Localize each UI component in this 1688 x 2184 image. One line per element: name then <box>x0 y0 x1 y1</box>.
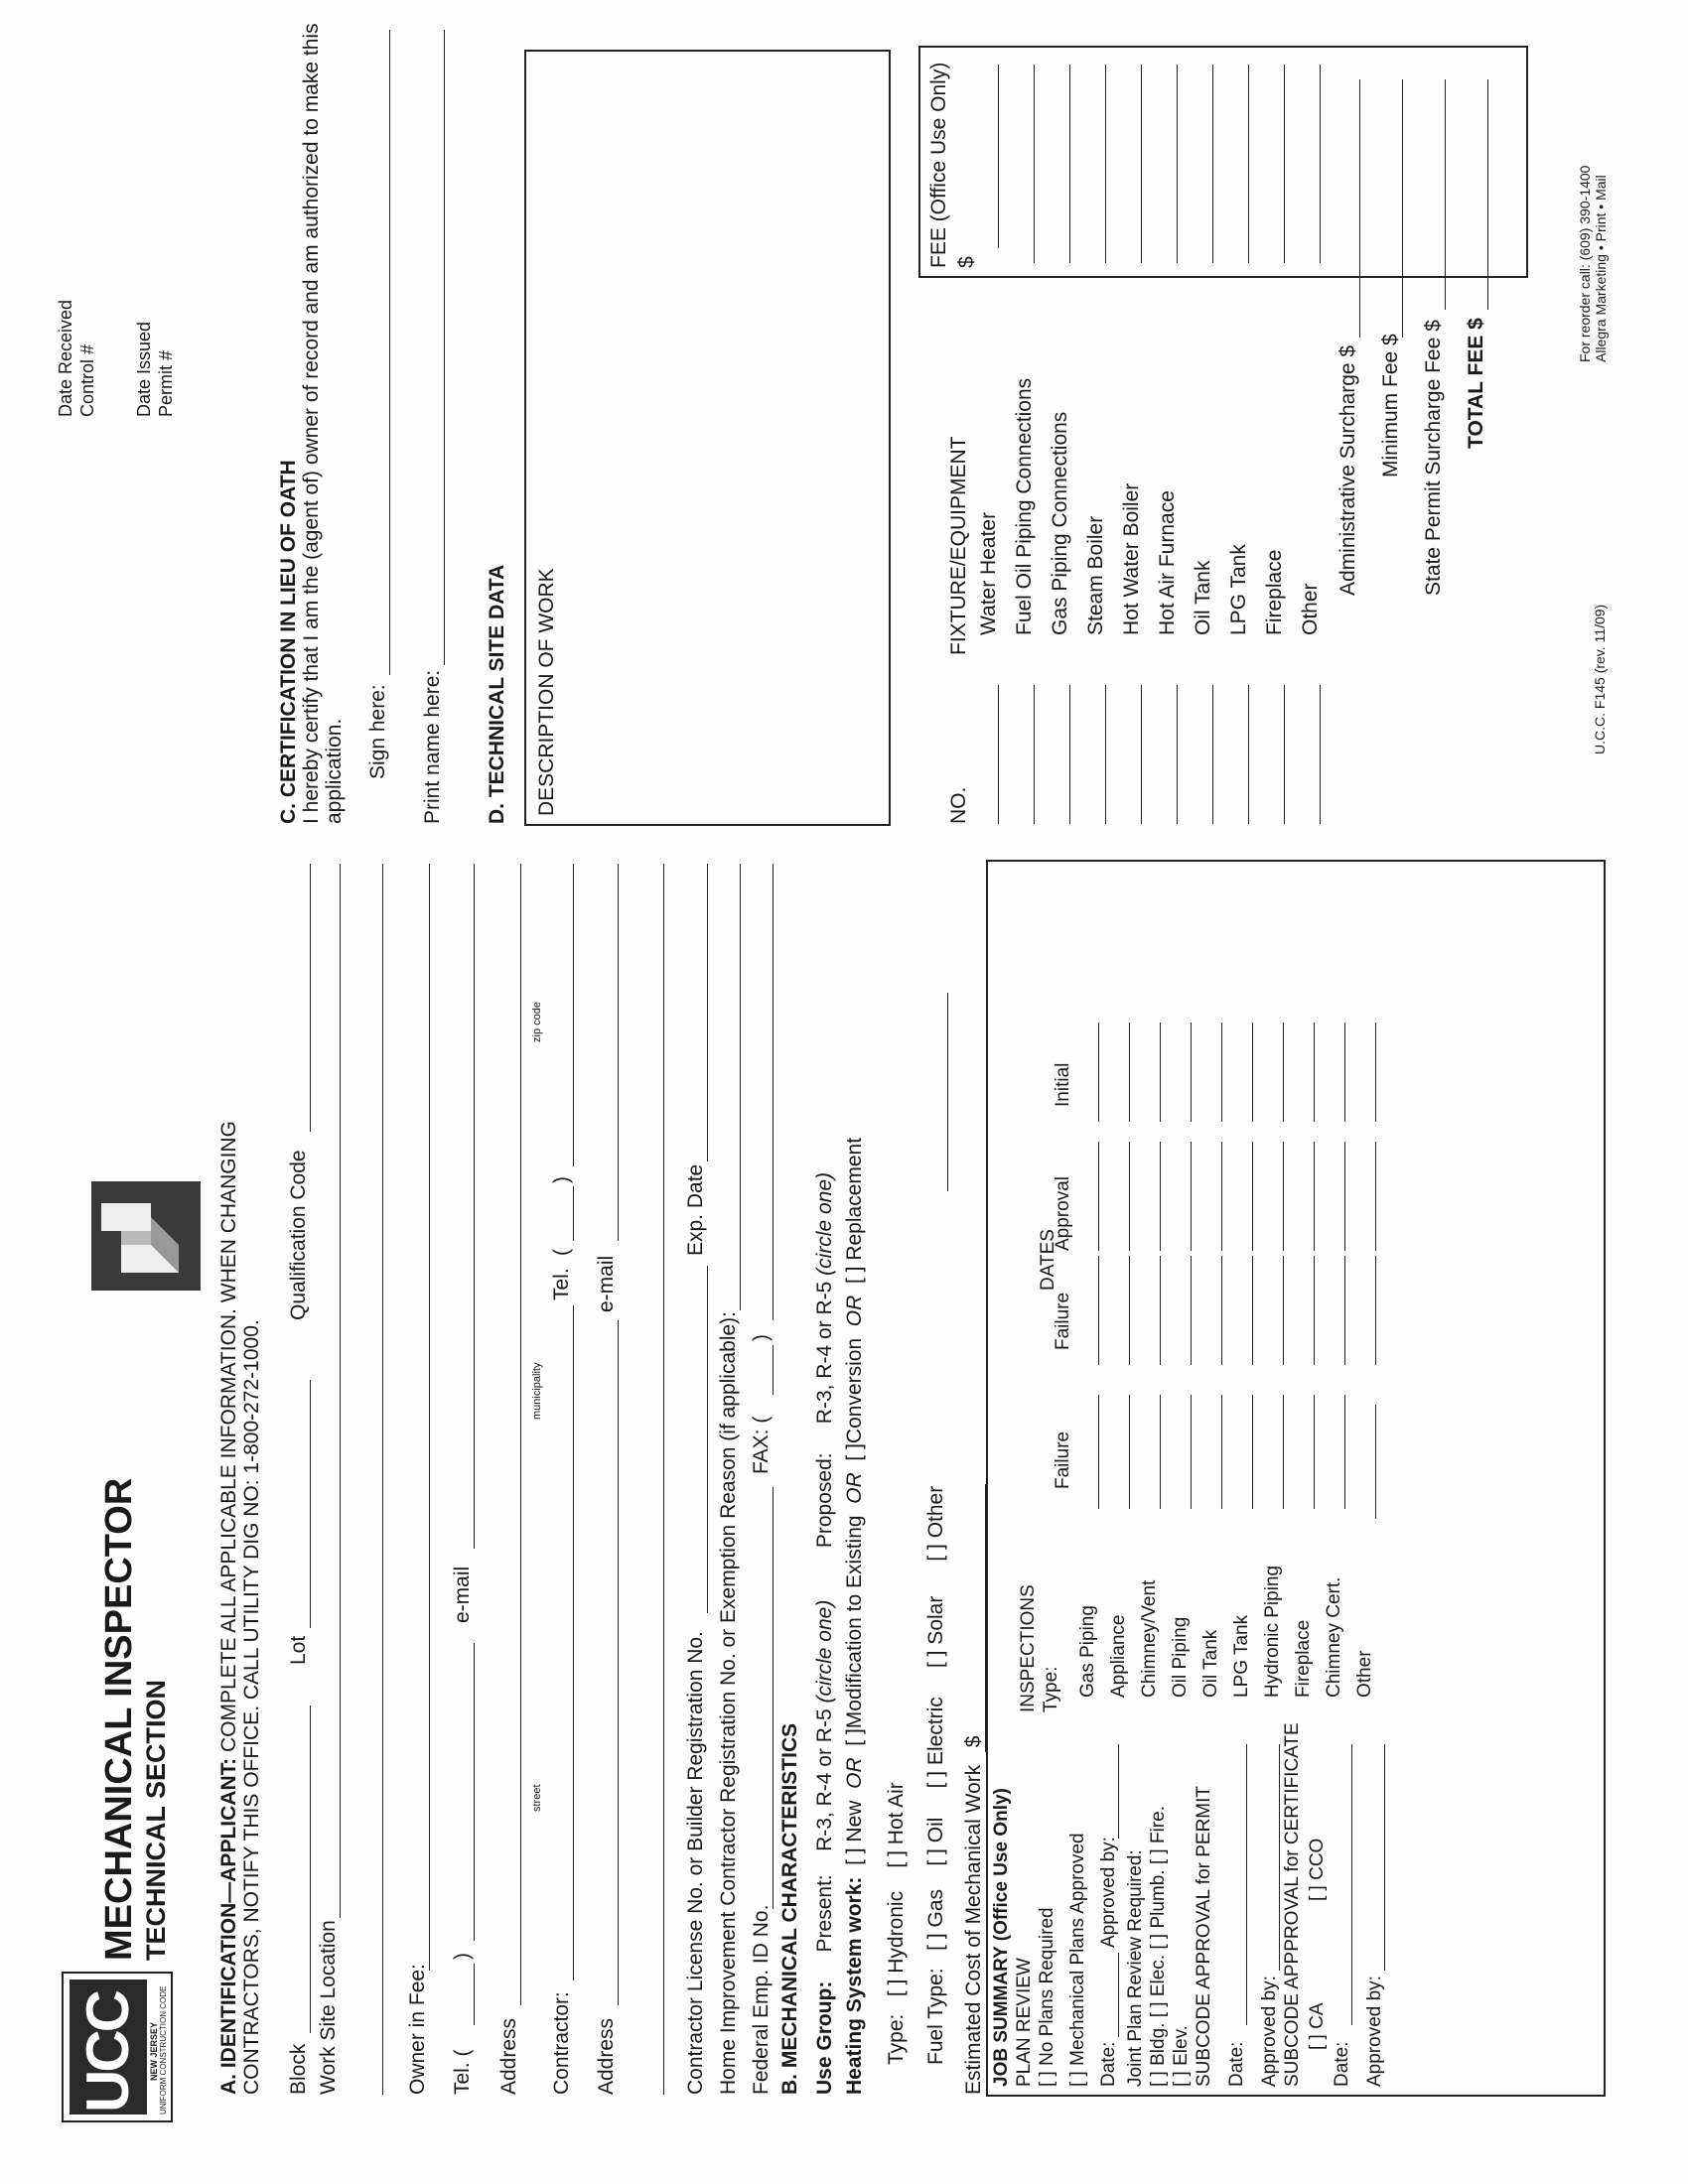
fax-label: FAX: ( <box>750 1416 773 1474</box>
inspection-date-field[interactable] <box>1129 1023 1130 1122</box>
zip-caption: zip code <box>531 1002 543 1042</box>
inspection-date-field[interactable] <box>1252 1256 1253 1365</box>
block-field[interactable] <box>310 1706 311 2033</box>
inspection-date-field[interactable] <box>1314 1023 1315 1122</box>
permit-date-field[interactable] <box>1246 1744 1247 2025</box>
owner-tel-close: ) <box>451 1953 474 1960</box>
inspection-date-field[interactable] <box>1160 1395 1161 1509</box>
fixture-count-field[interactable] <box>1177 685 1178 824</box>
fixture-label: Steam Boiler <box>1084 515 1107 635</box>
fixture-column-label: FIXTURE/EQUIPMENT <box>947 436 970 655</box>
permit-approved-field[interactable] <box>1279 1744 1280 1971</box>
plan-approved-label: Approved by: <box>1098 1837 1119 1948</box>
dates-label: DATES <box>1038 1229 1058 1291</box>
inspection-row-label: Gas Piping <box>1077 1605 1098 1698</box>
inspection-date-field[interactable] <box>1191 1256 1192 1365</box>
inspection-date-field[interactable] <box>1129 1256 1130 1365</box>
fixture-label: Other <box>1299 583 1322 635</box>
fuel-other-checkbox[interactable]: [ ] Other <box>924 1485 947 1562</box>
qualification-code-label: Qualification Code <box>287 1150 310 1320</box>
fee-line-field[interactable] <box>1177 65 1178 263</box>
date-received-label: Date Received <box>56 299 75 417</box>
fixture-count-field[interactable] <box>1284 685 1285 824</box>
inspection-row-label: Fireplace <box>1293 1619 1314 1698</box>
fuel-oil-checkbox[interactable]: [ ] Oil <box>924 1817 947 1866</box>
form-title: MECHANICAL INSPECTOR <box>98 1477 140 1961</box>
logo-letters: UCC <box>74 1992 141 2113</box>
sign-field[interactable] <box>389 30 390 675</box>
cco-checkbox[interactable]: [ ] CCO <box>1307 1838 1328 1901</box>
contractor-address-label: Address <box>595 2017 618 2095</box>
sign-label: Sign here: <box>366 684 389 779</box>
certification-text-2: application. <box>323 718 346 824</box>
inspection-row-label: LPG Tank <box>1231 1614 1252 1698</box>
joint-plan-options[interactable]: [ ] Bldg. [ ] Elec. [ ] Plumb. [ ] Fire. <box>1148 1806 1169 2087</box>
fixture-count-field[interactable] <box>1320 685 1321 824</box>
owner-tel-label: Tel. ( <box>451 2049 474 2095</box>
inspection-date-field[interactable] <box>1221 1256 1222 1365</box>
inspection-date-field[interactable] <box>1375 1405 1376 1519</box>
certification-text: I hereby certify that I am the (agent of) owner of record and am authorized to make this <box>300 23 323 824</box>
inspection-date-field[interactable] <box>1283 1023 1284 1122</box>
section-a-heading: A. IDENTIFICATION—APPLICANT: COMPLETE ALL APPLICABLE INFORMATION. WHEN CHANGING <box>217 1121 240 2095</box>
description-label: DESCRIPTION OF WORK <box>535 568 558 816</box>
cert-approved-label: Approved by: <box>1364 1976 1385 2087</box>
heating-mod-checkbox[interactable]: [ ]Modification to Existing <box>843 1515 866 1746</box>
form-subtitle: TECHNICAL SECTION <box>141 1679 171 1961</box>
fuel-electric-checkbox[interactable]: [ ] Electric <box>924 1697 947 1789</box>
fixture-label: Fireplace <box>1263 549 1286 635</box>
exp-date-label: Exp. Date <box>684 1163 707 1256</box>
inspection-date-field[interactable] <box>1344 1395 1345 1509</box>
form-number: U.C.C. F145 (rev. 11/09) <box>1592 604 1608 754</box>
inspection-row-label: Chimney/Vent <box>1139 1579 1160 1698</box>
inspection-date-field[interactable] <box>1344 1142 1345 1251</box>
inspection-date-field[interactable] <box>1129 1142 1130 1251</box>
admin-surcharge-label: Administrative Surcharge $ <box>1336 344 1359 596</box>
inspections-type-label: Type: <box>1041 1666 1061 1712</box>
block-label: Block <box>287 2043 310 2095</box>
fixture-label: LPG Tank <box>1227 544 1250 635</box>
fixture-label: Hot Air Furnace <box>1156 490 1179 635</box>
owner-email-field[interactable] <box>474 864 475 1549</box>
fuel-type-row: Fuel Type: [ ] Gas [ ] Oil [ ] Electric [ ] Solar [ ] Other <box>924 1485 947 2065</box>
exp-date-field[interactable] <box>707 864 708 1161</box>
heating-repl-checkbox[interactable]: [ ] Replacement <box>843 1137 866 1285</box>
logo-state: NEW JERSEY <box>149 2021 159 2081</box>
inspection-date-field[interactable] <box>1314 1395 1315 1509</box>
contractor-tel-open: ( <box>550 1249 573 1256</box>
minimum-fee-field[interactable] <box>1402 79 1403 338</box>
contractor-license-label: Contractor License No. or Builder Registration No. <box>684 1631 707 2095</box>
contractor-tel-area[interactable] <box>573 1186 574 1241</box>
fixture-label: Fuel Oil Piping Connections <box>1013 377 1036 635</box>
fee-heading: FEE (Office Use Only) <box>927 62 950 268</box>
inspection-date-field[interactable] <box>1283 1142 1284 1251</box>
type-hotair-checkbox[interactable]: [ ] Hot Air <box>885 1782 908 1868</box>
inspection-date-field[interactable] <box>1221 1395 1222 1509</box>
fixture-count-field[interactable] <box>998 685 999 824</box>
job-summary-heading: JOB SUMMARY (Office Use Only) <box>991 1788 1012 2087</box>
state-permit-label: State Permit Surcharge Fee $ <box>1422 320 1445 596</box>
permit-approved-label: Approved by: <box>1259 1976 1280 2087</box>
fixture-count-field[interactable] <box>1069 685 1070 824</box>
col-initial: Initial <box>1053 1062 1073 1107</box>
contractor-email-label: e-mail <box>595 1255 618 1312</box>
contractor-label: Contractor: <box>550 1991 573 2095</box>
no-column-label: NO. <box>947 786 970 824</box>
owner-tel-field[interactable] <box>474 1643 475 1941</box>
fax-close: ) <box>750 1334 773 1341</box>
plan-date-label: Date: <box>1098 2041 1119 2087</box>
fee-line-field[interactable] <box>1034 65 1035 263</box>
inspection-date-field[interactable] <box>1344 1256 1345 1365</box>
emblem-icon <box>91 1181 201 1291</box>
total-fee-field[interactable] <box>1487 79 1488 310</box>
fee-line-field[interactable] <box>1105 65 1106 263</box>
ucc-logo <box>62 1972 173 2122</box>
fee-line-field[interactable] <box>998 65 999 248</box>
cert-date-field[interactable] <box>1351 1744 1352 2025</box>
contractor-tel-label: Tel. <box>550 1268 573 1300</box>
cert-approved-field[interactable] <box>1384 1744 1385 1971</box>
use-group-row: Use Group: Present: R-3, R-4 or R-5 (circle one) Proposed: R-3, R-4 or R-5 (circle one) <box>813 1171 836 2095</box>
federal-emp-label: Federal Emp. ID No. <box>750 1904 773 2095</box>
inspection-date-field[interactable] <box>1221 1142 1222 1251</box>
print-name-label: Print name here: <box>421 669 444 824</box>
fax-area-field[interactable] <box>773 1345 774 1395</box>
fee-line-field[interactable] <box>1284 65 1285 263</box>
inspection-date-field[interactable] <box>1252 1395 1253 1509</box>
plan-date-field[interactable] <box>1118 1953 1119 2037</box>
contractor-license-field[interactable] <box>707 1266 708 1613</box>
inspection-date-field[interactable] <box>1221 1023 1222 1122</box>
fixture-count-field[interactable] <box>1212 685 1213 824</box>
inspection-date-field[interactable] <box>1129 1395 1130 1509</box>
inspection-date-field[interactable] <box>1375 1023 1376 1122</box>
inspection-date-field[interactable] <box>1314 1256 1315 1365</box>
fax-field[interactable] <box>773 864 774 1320</box>
inspection-date-field[interactable] <box>1375 1256 1376 1365</box>
fixture-count-field[interactable] <box>1034 685 1035 824</box>
inspection-date-field[interactable] <box>1375 1142 1376 1251</box>
elev-checkbox[interactable]: [ ] Elev. <box>1171 2025 1192 2087</box>
inspection-row-label: Other <box>1354 1650 1375 1698</box>
inspection-date-field[interactable] <box>1160 1023 1161 1122</box>
print-name-field[interactable] <box>444 30 445 665</box>
inspection-row-label: Oil Piping <box>1170 1616 1191 1698</box>
inspection-row-label: Hydronic Piping <box>1262 1565 1283 1698</box>
logo-tagline: UNIFORM CONSTRUCTION CODE <box>159 1985 168 2115</box>
type-hydronic-checkbox[interactable]: [ ] Hydronic <box>885 1890 908 1997</box>
plan-approved-field[interactable] <box>1118 1744 1119 1839</box>
home-improvement-label: Home Improvement Contractor Registration No. or Exemption Reason (if applicable): <box>717 1310 740 2095</box>
municipality-caption: municipality <box>531 1362 543 1420</box>
inspection-date-field[interactable] <box>1252 1023 1253 1122</box>
no-plans-checkbox[interactable]: [ ] No Plans Required <box>1037 1907 1057 2087</box>
inspection-date-field[interactable] <box>1344 1023 1345 1122</box>
work-site-label: Work Site Location <box>317 1920 340 2095</box>
permit-label: Permit # <box>156 349 176 417</box>
col-failure-2: Failure <box>1053 1292 1073 1350</box>
plan-review-label: PLAN REVIEW <box>1014 1958 1035 2087</box>
owner-tel-area[interactable] <box>474 1964 475 2025</box>
contractor-tel-close: ) <box>550 1176 573 1183</box>
divider-line <box>382 864 383 2095</box>
fuel-gas-checkbox[interactable]: [ ] Gas <box>924 1888 947 1951</box>
fuel-solar-checkbox[interactable]: [ ] Solar <box>924 1595 947 1669</box>
col-failure-1: Failure <box>1053 1431 1073 1489</box>
admin-surcharge-field[interactable] <box>1359 79 1360 338</box>
inspection-date-field[interactable] <box>1314 1142 1315 1251</box>
inspection-date-field[interactable] <box>1098 1142 1099 1251</box>
fee-line-field[interactable] <box>1212 65 1213 263</box>
joint-plan-label: Joint Plan Review Required: <box>1125 1849 1146 2087</box>
inspection-date-field[interactable] <box>1191 1395 1192 1509</box>
reorder-info: For reorder call: (609) 390-1400 <box>1577 165 1593 362</box>
home-improvement-field[interactable] <box>740 864 741 1310</box>
vendor-info: Allegra Marketing • Print • Mail <box>1593 175 1609 362</box>
inspection-row-label: Oil Tank <box>1200 1629 1221 1698</box>
street-caption: street <box>531 1784 543 1812</box>
mech-plans-checkbox[interactable]: [ ] Mechanical Plans Approved <box>1067 1833 1088 2087</box>
fixture-label: Water Heater <box>977 511 1000 635</box>
owner-label: Owner in Fee: <box>406 1964 429 2095</box>
fixture-label: Gas Piping Connections <box>1049 411 1071 635</box>
fixture-label: Oil Tank <box>1192 560 1214 635</box>
inspection-date-field[interactable] <box>1191 1142 1192 1251</box>
fee-dollar: $ <box>955 256 978 268</box>
total-fee-label: TOTAL FEE $ <box>1465 318 1487 449</box>
inspection-row-label: Chimney Cert. <box>1324 1576 1344 1698</box>
section-d-heading: D. TECHNICAL SITE DATA <box>486 564 508 824</box>
fee-box <box>918 46 1528 278</box>
divider-line <box>663 864 664 2095</box>
qualification-code-field[interactable] <box>310 864 311 1132</box>
subcode-permit-label: SUBCODE APPROVAL for PERMIT <box>1194 1785 1214 2087</box>
heating-system-row: Heating System work: [ ] New OR [ ]Modification to Existing OR [ ]Conversion OR [ ] Replacement <box>843 1137 866 2095</box>
heating-new-checkbox[interactable]: [ ] New <box>843 1800 866 1865</box>
heating-conv-checkbox[interactable]: [ ]Conversion <box>843 1337 866 1461</box>
federal-emp-field[interactable] <box>773 1487 774 1909</box>
fee-line-field[interactable] <box>1320 65 1321 263</box>
section-c-heading: C. CERTIFICATION IN LIEU OF OATH <box>277 460 300 824</box>
lot-label: Lot <box>287 1635 310 1665</box>
inspection-date-field[interactable] <box>1098 1256 1099 1365</box>
contractor-email-field[interactable] <box>618 864 619 1241</box>
inspection-row-label: Appliance <box>1108 1614 1129 1698</box>
fixture-label: Hot Water Boiler <box>1120 482 1143 635</box>
inspections-label: INSPECTIONS <box>1018 1584 1039 1712</box>
subcode-cert-label: SUBCODE APPPROVAL for CERTIFICATE <box>1282 1722 1303 2087</box>
fee-line-field[interactable] <box>1069 65 1070 263</box>
inspection-date-field[interactable] <box>1160 1142 1161 1251</box>
ca-checkbox[interactable]: [ ] CA <box>1307 2002 1328 2050</box>
lot-field[interactable] <box>310 1380 311 1628</box>
estimated-cost-label: Estimated Cost of Mechanical Work $ <box>962 1735 985 2095</box>
fee-line-field[interactable] <box>1141 65 1142 263</box>
contractor-address-field[interactable] <box>618 1320 619 2005</box>
owner-email-label: e-mail <box>451 1566 474 1623</box>
owner-address-field[interactable] <box>520 864 521 2005</box>
inspection-date-field[interactable] <box>1098 1023 1099 1122</box>
contractor-tel-field[interactable] <box>573 864 574 1166</box>
work-site-field[interactable] <box>340 864 341 1918</box>
col-approval: Approval <box>1053 1176 1073 1251</box>
control-label: Control # <box>77 343 97 417</box>
inspection-date-field[interactable] <box>1160 1256 1161 1365</box>
owner-field[interactable] <box>429 864 430 1971</box>
inspection-date-field[interactable] <box>1191 1023 1192 1122</box>
inspection-date-field[interactable] <box>1098 1395 1099 1509</box>
fixture-count-field[interactable] <box>1141 685 1142 824</box>
date-issued-label: Date Issued <box>134 321 154 417</box>
inspection-date-field[interactable] <box>1252 1142 1253 1251</box>
section-a-heading-line2: CONTRACTORS, NOTIFY THIS OFFICE. CALL UTILITY DIG NO: 1-800-272-1000. <box>240 1319 263 2095</box>
description-box[interactable] <box>524 50 891 826</box>
fee-line-field[interactable] <box>1248 65 1249 263</box>
fixture-count-field[interactable] <box>1105 685 1106 824</box>
owner-address-label: Address <box>497 2017 520 2095</box>
section-b-heading: B. MECHANICAL CHARACTERISTICS <box>778 1722 801 2095</box>
permit-date-label: Date: <box>1226 2041 1247 2087</box>
inspection-date-field[interactable] <box>1283 1395 1284 1509</box>
minimum-fee-label: Minimum Fee $ <box>1379 334 1402 478</box>
type-row: Type: [ ] Hydronic [ ] Hot Air <box>885 1782 908 2065</box>
inspection-date-field[interactable] <box>1283 1256 1284 1365</box>
fixture-count-field[interactable] <box>1248 685 1249 824</box>
state-permit-field[interactable] <box>1445 79 1446 310</box>
cert-date-label: Date: <box>1332 2041 1352 2087</box>
contractor-field[interactable] <box>573 1305 574 1980</box>
fuel-other-field[interactable] <box>947 993 948 1191</box>
